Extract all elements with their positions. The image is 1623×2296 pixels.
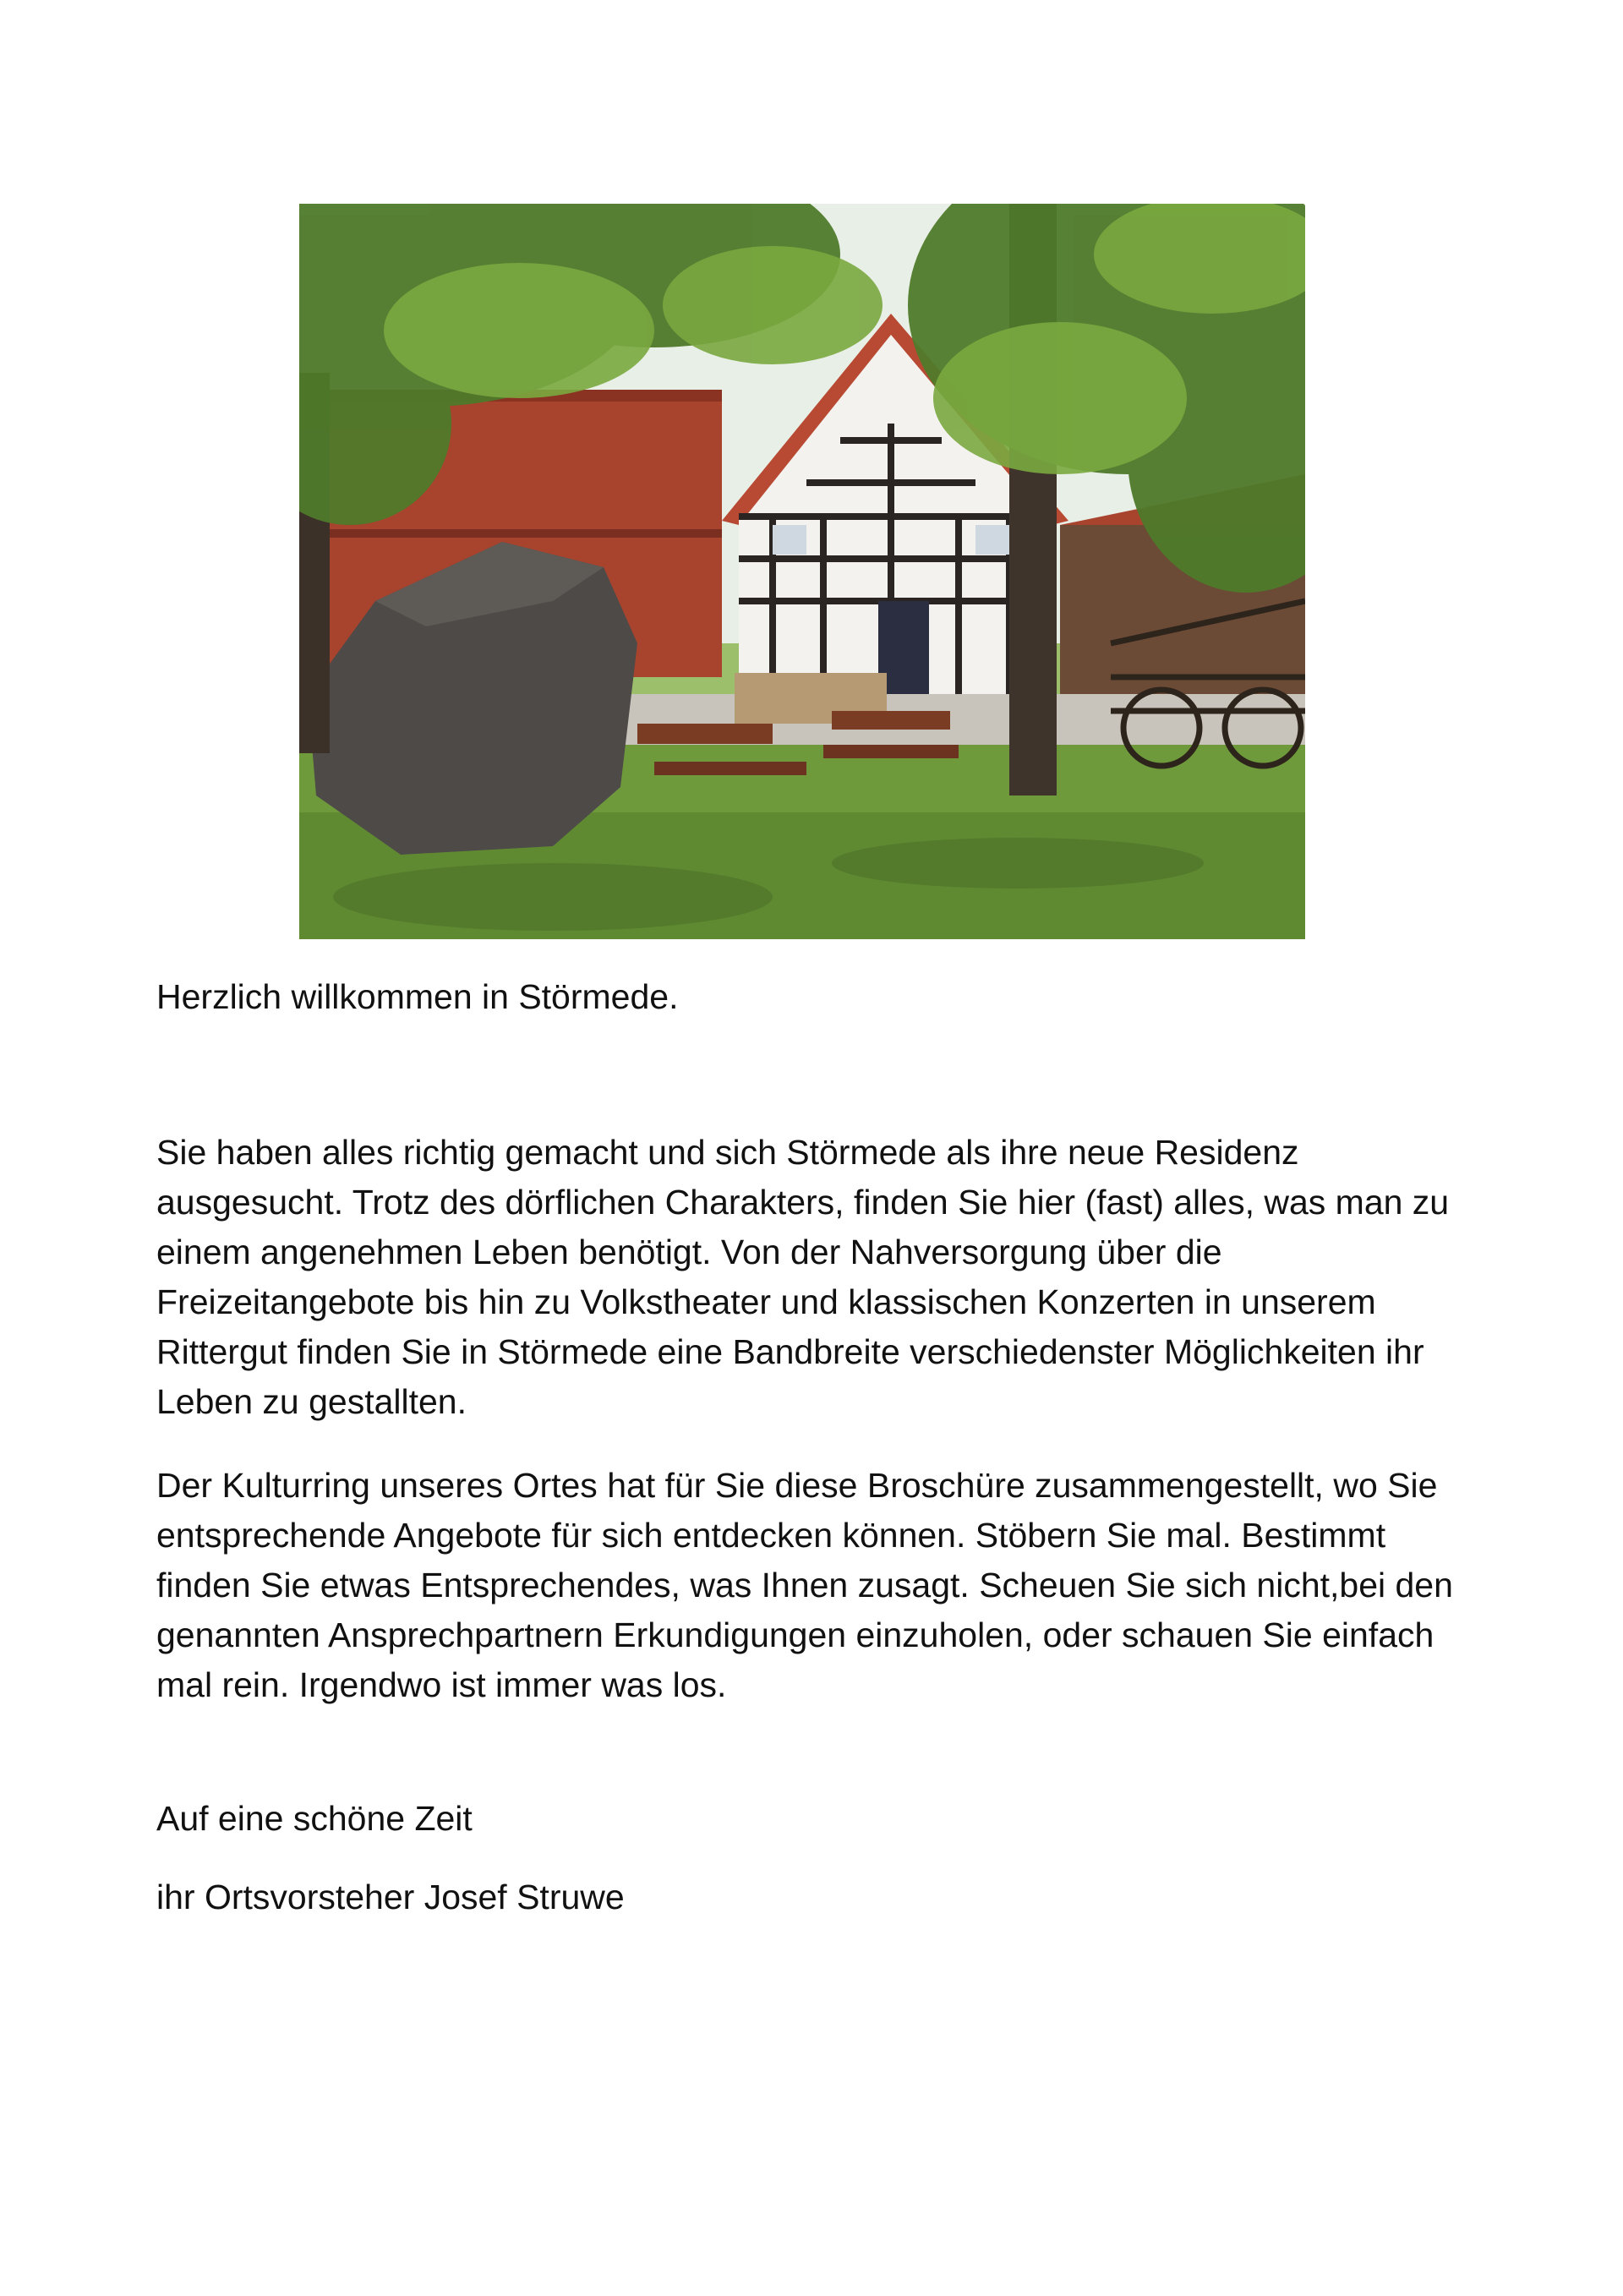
closing-line: Auf eine schöne Zeit [156, 1799, 473, 1838]
brochure-paragraph: Der Kulturring unseres Ortes hat für Sie diese Broschüre zusammengestellt, wo Sie entsprechende Angebote für sich entdecken können. Stöbern Sie mal. Bestimmt finden Sie etwas Entsprechendes, was Ihnen zusagt. Scheuen Sie sich nicht,bei den genannten Ansprechpartnern Erkundigungen einzuholen, oder schauen Sie einfach mal rein. Irgendwo ist immer was los. [156, 1466, 1453, 1704]
greeting: Herzlich willkommen in Störmede. [156, 977, 679, 1016]
photo-illustration [299, 204, 1305, 939]
intro-paragraph: Sie haben alles richtig gemacht und sich Störmede als ihre neue Residenz ausgesucht. Trotz des dörflichen Charakters, finden Sie hier (fast) alles, was man zu einem angenehmen Leben benötigt. Von der Nahversorgung über die Freizeitangebote bis hin zu Volkstheater und klassischen Konzerten in unserem Rittergut finden Sie in Störmede eine Bandbreite verschiedenster Möglichkeiten ihr Leben zu gestallten. [156, 1133, 1450, 1421]
village-square-photo [299, 204, 1305, 939]
signature: ihr Ortsvorsteher Josef Struwe [156, 1878, 625, 1916]
